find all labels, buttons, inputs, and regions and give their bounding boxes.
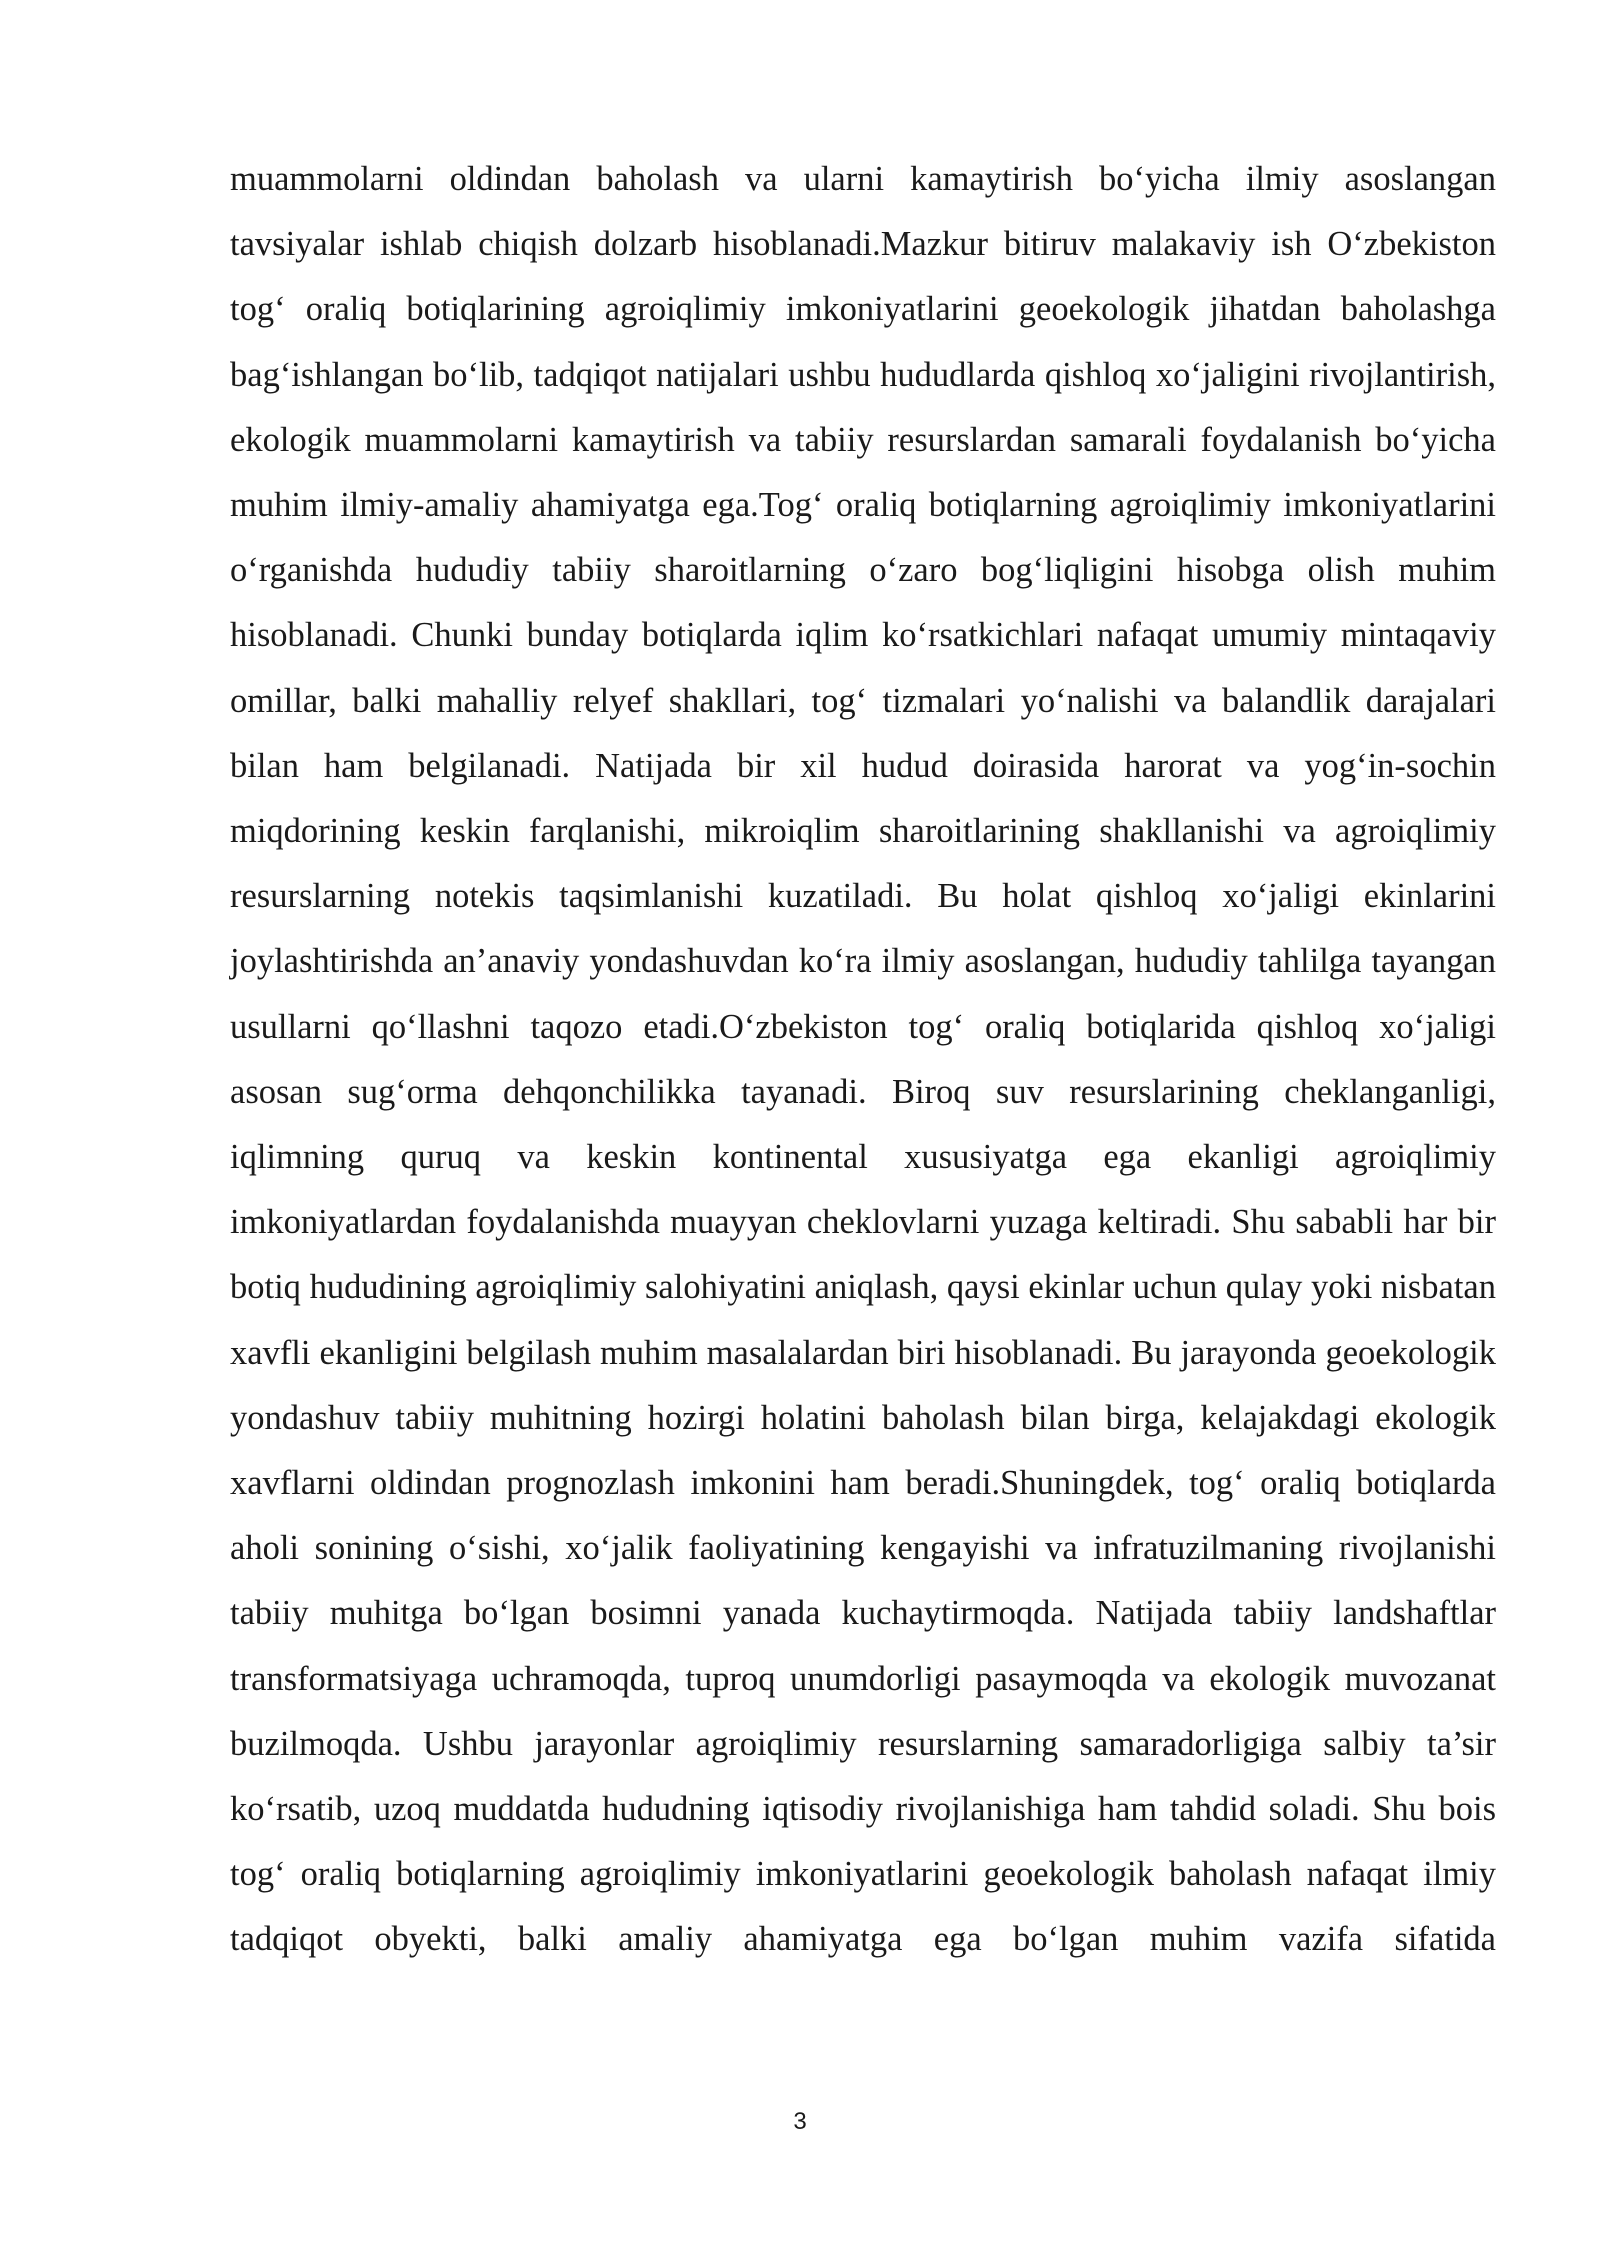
body-paragraph: muammolarni oldindan baholash va ularni kamaytirish bo‘yicha ilmiy asoslangan tavsiyalar ishlab chiqish dolzarb hisoblanadi.Mazkur bitiruv malakaviy ish O‘zbekiston tog‘ oraliq botiqlarining agroiqlimiy imkoniyatlarini geoekologik jihatdan baholashga bag‘ishlangan bo‘lib, tadqiqot natijalari ushbu hududlarda qishloq xo‘jaligini rivojlantirish, ekologik muammolarni kamaytirish va tabiiy resurslardan samarali foydalanish bo‘yicha muhim ilmiy-amaliy ahamiyatga ega.Tog‘ oraliq botiqlarning agroiqlimiy imkoniyatlarini o‘rganishda hududiy tabiiy sharoitlarning o‘zaro bog‘liqligini hisobga olish muhim hisoblanadi. Chunki bunday botiqlarda iqlim ko‘rsatkichlari nafaqat umumiy mintaqaviy omillar, balki mahalliy relyef shakllari, tog‘ tizmalari yo‘nalishi va balandlik darajalari bilan ham belgilanadi. Natijada bir xil hudud doirasida harorat va yog‘in-sochin miqdorining keskin farqlanishi, mikroiqlim sharoitlarining shakllanishi va agroiqlimiy resurslarning notekis taqsimlanishi kuzatiladi. Bu holat qishloq xo‘jaligi ekinlarini joylashtirishda an’anaviy yondashuvdan ko‘ra ilmiy asoslangan, hududiy tahlilga tayangan usullarni qo‘llashni taqozo etadi.O‘zbekiston tog‘ oraliq botiqlarida qishloq xo‘jaligi asosan sug‘orma dehqonchilikka tayanadi. Biroq suv resurslarining cheklanganligi, iqlimning quruq va keskin kontinental xususiyatga ega ekanligi agroiqlimiy imkoniyatlardan foydalanishda muayyan cheklovlarni yuzaga keltiradi. Shu sababli har bir botiq hududining agroiqlimiy salohiyatini aniqlash, qaysi ekinlar uchun qulay yoki nisbatan xavfli ekanligini belgilash muhim masalalardan biri hisoblanadi. Bu jarayonda geoekologik yondashuv tabiiy muhitning hozirgi holatini baholash bilan birga, kelajakdagi ekologik xavflarni oldindan prognozlash imkonini ham beradi.Shuningdek, tog‘ oraliq botiqlarda aholi sonining o‘sishi, xo‘jalik faoliyatining kengayishi va infratuzilmaning rivojlanishi tabiiy muhitga bo‘lgan bosimni yanada kuchaytirmoqda. Natijada tabiiy landshaftlar transformatsiyaga uchramoqda, tuproq unumdorligi pasaymoqda va ekologik muvozanat buzilmoqda. Ushbu jarayonlar agroiqlimiy resurslarning samaradorligiga salbiy ta’sir ko‘rsatib, uzoq muddatda hududning iqtisodiy rivojlanishiga ham tahdid soladi. Shu bois tog‘ oraliq botiqlarning agroiqlimiy imkoniyatlarini geoekologik baholash nafaqat ilmiy tadqiqot obyekti, balki amaliy ahamiyatga ega bo‘lgan muhim vazifa sifatida: [230, 160, 1496, 1959]
page-number: 3: [793, 2108, 807, 2135]
